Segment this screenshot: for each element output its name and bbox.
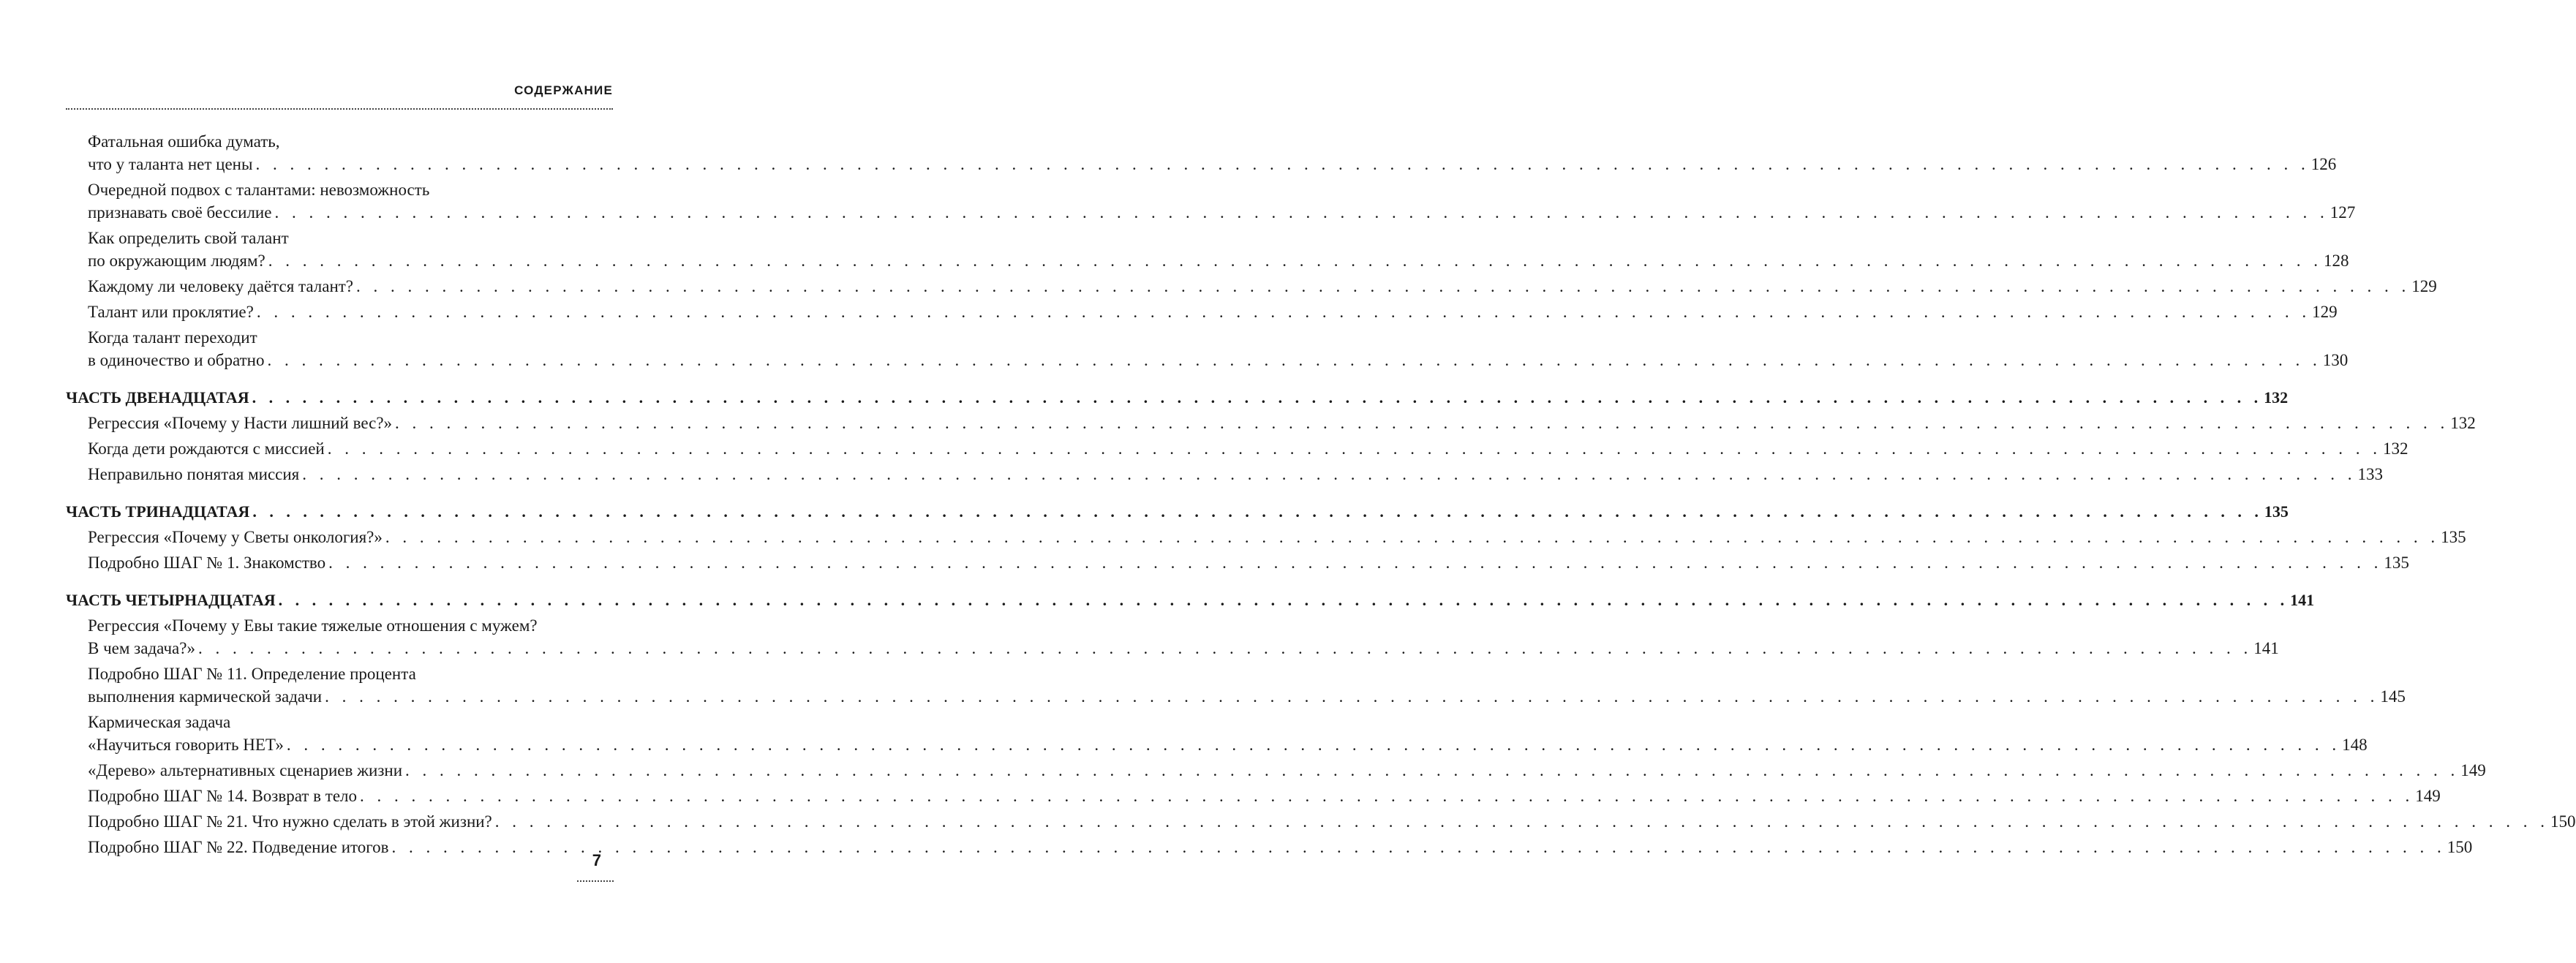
toc-entry-title-line: что у таланта нет цены — [88, 155, 253, 173]
toc-entry-title-line: Подробно ШАГ № 11. Определение процента — [88, 665, 416, 683]
toc-page-number: 126 — [2311, 155, 2337, 173]
toc-entry-last-line — [88, 463, 2384, 486]
toc-page-number: 148 — [2342, 736, 2368, 754]
toc-entry[interactable] — [66, 785, 2441, 807]
toc-entry[interactable] — [66, 130, 2337, 175]
toc-page-number: 141 — [2253, 639, 2279, 657]
header-rule — [66, 108, 613, 110]
toc-entry-title-line: ЧАСТЬ ТРИНАДЦАТАЯ — [66, 502, 250, 521]
toc-entry-last-line — [88, 810, 2576, 833]
toc-entry-title-line: Подробно ШАГ № 1. Знакомство — [88, 554, 326, 572]
toc-page-number: 132 — [2382, 439, 2409, 458]
toc-entry[interactable] — [66, 759, 2486, 782]
toc-entry-title-line: Подробно ШАГ № 22. Подведение итогов — [88, 838, 389, 856]
dot-leader: . . . . . . . . . . . . . . . . . . . . . . . . . . . . . . . . . . . . . . . . . . . . . . . . . . . . . . . . . . . . . . . . . . . . . . . . . . . . . . . . . . . . . . . . . . . . . . . . . . . . . . . . . . . . . . . . . . . . . . . . — [405, 761, 2460, 779]
toc-entry[interactable] — [66, 412, 2476, 434]
toc-entry-last-line — [88, 551, 2409, 574]
toc-entry-last-line — [88, 437, 2409, 460]
dot-leader: . . . . . . . . . . . . . . . . . . . . . . . . . . . . . . . . . . . . . . . . . . . . . . . . . . . . . . . . . . . . . . . . . . . . . . . . . . . . . . . . . . . . . . . . . . . . . . . . . . . . . . . . . . . . . . . . . . . . . . . . — [395, 414, 2449, 432]
toc-entry[interactable] — [66, 810, 2576, 833]
toc-entry-last-line — [88, 836, 2473, 858]
page-number: 7 — [592, 851, 601, 869]
toc-entry-last-line — [88, 275, 2437, 298]
toc-entry-last-line — [88, 685, 2406, 708]
toc-entry-title-line: Регрессия «Почему у Евы такие тяжелые отношения с мужем? — [88, 616, 538, 635]
toc-entry-title-line: «Дерево» альтернативных сценариев жизни — [88, 761, 403, 779]
toc-entry[interactable] — [66, 301, 2338, 323]
dot-leader: . . . . . . . . . . . . . . . . . . . . . . . . . . . . . . . . . . . . . . . . . . . . . . . . . . . . . . . . . . . . . . . . . . . . . . . . . . . . . . . . . . . . . . . . . . . . . . . . . . . . . . . . . . . . . . . . . . . . . . . . — [197, 639, 2253, 657]
toc-entry-title-line: «Научиться говорить НЕТ» — [88, 736, 284, 754]
toc-entry-last-line — [88, 349, 2349, 371]
spacer — [66, 574, 613, 589]
dot-leader: . . . . . . . . . . . . . . . . . . . . . . . . . . . . . . . . . . . . . . . . . . . . . . . . . . . . . . . . . . . . . . . . . . . . . . . . . . . . . . . . . . . . . . . . . . . . . . . . . . . . . . . . . . . . . . . . . . . . . . . . — [267, 351, 2321, 369]
toc-entry-title-line: Регрессия «Почему у Насти лишний вес?» — [88, 414, 393, 432]
toc-entry[interactable] — [66, 326, 2349, 371]
table-of-contents — [66, 130, 2576, 858]
toc-entry[interactable] — [66, 551, 2409, 574]
toc-page-number: 141 — [2290, 591, 2315, 609]
toc-entry-title-line: ЧАСТЬ ДВЕНАДЦАТАЯ — [66, 388, 249, 407]
dot-leader: . . . . . . . . . . . . . . . . . . . . . . . . . . . . . . . . . . . . . . . . . . . . . . . . . . . . . . . . . . . . . . . . . . . . . . . . . . . . . . . . . . . . . . . . . . . . . . . . . . . . . . . . . . . . . . . . . . . . . . . . — [325, 687, 2379, 706]
toc-page-number: 132 — [2264, 388, 2289, 407]
toc-page-number: 129 — [2411, 277, 2437, 295]
toc-entry[interactable] — [66, 614, 2279, 660]
toc-entry-title-line: выполнения кармической задачи — [88, 687, 323, 706]
toc-entry[interactable] — [66, 437, 2409, 460]
toc-page-number: 145 — [2380, 687, 2406, 706]
toc-entry-title-line: Каждому ли человеку даётся талант? — [88, 277, 354, 295]
dot-leader: . . . . . . . . . . . . . . . . . . . . . . . . . . . . . . . . . . . . . . . . . . . . . . . . . . . . . . . . . . . . . . . . . . . . . . . . . . . . . . . . . . . . . . . . . . . . . . . . . . . . . . . . . . . . . . . . . . . . . . . . — [252, 388, 2263, 407]
dot-leader: . . . . . . . . . . . . . . . . . . . . . . . . . . . . . . . . . . . . . . . . . . . . . . . . . . . . . . . . . . . . . . . . . . . . . . . . . . . . . . . . . . . . . . . . . . . . . . . . . . . . . . . . . . . . . . . . . . . . . . . . — [252, 502, 2263, 521]
toc-entry-last-line — [66, 386, 2289, 409]
toc-entry-last-line — [88, 201, 2356, 224]
toc-page-number: 149 — [2460, 761, 2486, 779]
toc-entry-title-line: В чем задача?» — [88, 639, 195, 657]
toc-entry-last-line — [88, 412, 2476, 434]
toc-part-heading[interactable] — [66, 500, 2289, 523]
toc-entry-title-line: в одиночество и обратно — [88, 351, 265, 369]
toc-entry-last-line — [88, 526, 2466, 548]
dot-leader: . . . . . . . . . . . . . . . . . . . . . . . . . . . . . . . . . . . . . . . . . . . . . . . . . . . . . . . . . . . . . . . . . . . . . . . . . . . . . . . . . . . . . . . . . . . . . . . . . . . . . . . . . . . . . . . . . . . . . . . . — [255, 155, 2310, 173]
toc-entry-title-line: Когда дети рождаются с миссией — [88, 439, 325, 458]
toc-part-heading[interactable] — [66, 386, 2289, 409]
toc-entry-title-line: Талант или проклятие? — [88, 303, 254, 321]
toc-entry-title-line: по окружающим людям? — [88, 252, 265, 270]
toc-part-heading[interactable] — [66, 589, 2315, 611]
toc-entry[interactable] — [66, 836, 2473, 858]
dot-leader: . . . . . . . . . . . . . . . . . . . . . . . . . . . . . . . . . . . . . . . . . . . . . . . . . . . . . . . . . . . . . . . . . . . . . . . . . . . . . . . . . . . . . . . . . . . . . . . . . . . . . . . . . . . . . . . . . . . . . . . . — [356, 277, 2411, 295]
toc-entry-title-line: Очередной подвох с талантами: невозможность — [88, 181, 430, 199]
toc-page-number: 150 — [2447, 838, 2473, 856]
dot-leader: . . . . . . . . . . . . . . . . . . . . . . . . . . . . . . . . . . . . . . . . . . . . . . . . . . . . . . . . . . . . . . . . . . . . . . . . . . . . . . . . . . . . . . . . . . . . . . . . . . . . . . . . . . . . . . . . . . . . . . . . — [360, 787, 2414, 805]
dot-leader: . . . . . . . . . . . . . . . . . . . . . . . . . . . . . . . . . . . . . . . . . . . . . . . . . . . . . . . . . . . . . . . . . . . . . . . . . . . . . . . . . . . . . . . . . . . . . . . . . . . . . . . . . . . . . . . . . . . . . . . . — [268, 252, 2323, 270]
toc-entry-title-line: Как определить свой талант — [88, 229, 289, 247]
toc-entry-title-line: Регрессия «Почему у Светы онкология?» — [88, 528, 383, 546]
running-head: СОДЕРЖАНИЕ — [514, 83, 613, 97]
dot-leader: . . . . . . . . . . . . . . . . . . . . . . . . . . . . . . . . . . . . . . . . . . . . . . . . . . . . . . . . . . . . . . . . . . . . . . . . . . . . . . . . . . . . . . . . . . . . . . . . . . . . . . . . . . . . . . . . . . . . . . . . — [302, 465, 2357, 483]
toc-entry-last-line — [88, 637, 2279, 660]
toc-entry[interactable] — [66, 463, 2384, 486]
toc-entry-title-line: Неправильно понятая миссия — [88, 465, 300, 483]
spacer — [66, 371, 613, 386]
toc-entry-last-line — [66, 500, 2289, 523]
toc-page-number: 132 — [2450, 414, 2476, 432]
toc-page-number: 127 — [2330, 203, 2356, 222]
toc-page-number: 128 — [2324, 252, 2349, 270]
toc-entry-title-line: Подробно ШАГ № 14. Возврат в тело — [88, 787, 358, 805]
toc-page-number: 130 — [2322, 351, 2349, 369]
toc-entry[interactable] — [66, 662, 2406, 708]
footer-rule — [577, 880, 614, 882]
toc-entry[interactable] — [66, 526, 2466, 548]
toc-page-number: 135 — [2441, 528, 2466, 546]
toc-entry[interactable] — [66, 178, 2356, 224]
toc-page-number: 133 — [2357, 465, 2384, 483]
toc-page-number: 135 — [2384, 554, 2409, 572]
toc-entry-title-line: Подробно ШАГ № 21. Что нужно сделать в этой жизни? — [88, 812, 492, 831]
toc-page-number: 149 — [2415, 787, 2441, 805]
toc-entry-last-line — [88, 785, 2441, 807]
toc-entry-title-line: признавать своё бессилие — [88, 203, 272, 222]
toc-entry-last-line — [88, 733, 2368, 756]
toc-entry[interactable] — [66, 275, 2437, 298]
dot-leader: . . . . . . . . . . . . . . . . . . . . . . . . . . . . . . . . . . . . . . . . . . . . . . . . . . . . . . . . . . . . . . . . . . . . . . . . . . . . . . . . . . . . . . . . . . . . . . . . . . . . . . . . . . . . . . . . . . . . . . . . — [385, 528, 2440, 546]
toc-entry-last-line — [66, 589, 2315, 611]
toc-entry[interactable] — [66, 711, 2368, 756]
dot-leader: . . . . . . . . . . . . . . . . . . . . . . . . . . . . . . . . . . . . . . . . . . . . . . . . . . . . . . . . . . . . . . . . . . . . . . . . . . . . . . . . . . . . . . . . . . . . . . . . . . . . . . . . . . . . . . . . . . . . . . . . — [328, 554, 2383, 572]
toc-entry-last-line — [88, 153, 2337, 175]
dot-leader: . . . . . . . . . . . . . . . . . . . . . . . . . . . . . . . . . . . . . . . . . . . . . . . . . . . . . . . . . . . . . . . . . . . . . . . . . . . . . . . . . . . . . . . . . . . . . . . . . . . . . . . . . . . . . . . . . . . . . . . . — [256, 303, 2311, 321]
toc-entry-title-line: Фатальная ошибка думать, — [88, 132, 280, 151]
spacer — [66, 486, 613, 500]
dot-leader: . . . . . . . . . . . . . . . . . . . . . . . . . . . . . . . . . . . . . . . . . . . . . . . . . . . . . . . . . . . . . . . . . . . . . . . . . . . . . . . . . . . . . . . . . . . . . . . . . . . . . . . . . . . . . . . . . . . . . . . . — [286, 736, 2341, 754]
toc-entry-title-line: Когда талант переходит — [88, 328, 257, 347]
toc-entry-title-line: Кармическая задача — [88, 713, 231, 731]
toc-entry-last-line — [88, 301, 2338, 323]
toc-entry-title-line: ЧАСТЬ ЧЕТЫРНАДЦАТАЯ — [66, 591, 276, 609]
dot-leader: . . . . . . . . . . . . . . . . . . . . . . . . . . . . . . . . . . . . . . . . . . . . . . . . . . . . . . . . . . . . . . . . . . . . . . . . . . . . . . . . . . . . . . . . . . . . . . . . . . . . . . . . . . . . . . . . . . . . . . . . — [494, 812, 2550, 831]
dot-leader: . . . . . . . . . . . . . . . . . . . . . . . . . . . . . . . . . . . . . . . . . . . . . . . . . . . . . . . . . . . . . . . . . . . . . . . . . . . . . . . . . . . . . . . . . . . . . . . . . . . . . . . . . . . . . . . . . . . . . . . . — [327, 439, 2381, 458]
toc-page-number: 129 — [2312, 303, 2338, 321]
dot-leader: . . . . . . . . . . . . . . . . . . . . . . . . . . . . . . . . . . . . . . . . . . . . . . . . . . . . . . . . . . . . . . . . . . . . . . . . . . . . . . . . . . . . . . . . . . . . . . . . . . . . . . . . . . . . . . . . . . . . . . . . — [278, 591, 2289, 609]
toc-entry[interactable] — [66, 227, 2349, 272]
toc-entry-last-line — [88, 249, 2349, 272]
toc-page-number: 150 — [2550, 812, 2576, 831]
toc-entry-last-line — [88, 759, 2486, 782]
toc-page-number: 135 — [2264, 502, 2289, 521]
dot-leader: . . . . . . . . . . . . . . . . . . . . . . . . . . . . . . . . . . . . . . . . . . . . . . . . . . . . . . . . . . . . . . . . . . . . . . . . . . . . . . . . . . . . . . . . . . . . . . . . . . . . . . . . . . . . . . . . . . . . . . . . — [391, 838, 2446, 856]
dot-leader: . . . . . . . . . . . . . . . . . . . . . . . . . . . . . . . . . . . . . . . . . . . . . . . . . . . . . . . . . . . . . . . . . . . . . . . . . . . . . . . . . . . . . . . . . . . . . . . . . . . . . . . . . . . . . . . . . . . . . . . . — [274, 203, 2329, 222]
